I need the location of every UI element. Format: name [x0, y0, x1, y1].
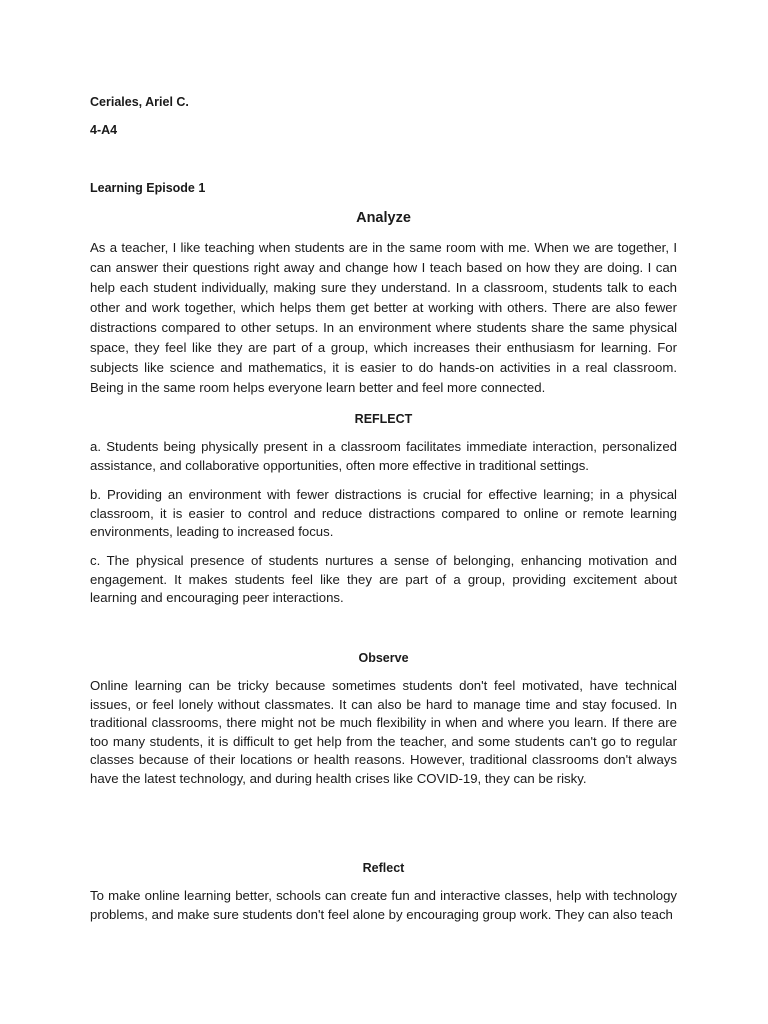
observe-paragraph: Online learning can be tricky because sometimes students don't feel motivated, have technical issues, or feel lonely without classmates. It can also be hard to manage time and stay focused. In traditional classrooms, there might not be much flexibility in when and where you learn. If there are too many students, it is difficult to get help from the teacher, and some students can't go to regular classes because of their locations or health reasons. However, traditional classrooms don't always have the latest technology, and during health crises like COVID-19, they can be risky. — [90, 678, 677, 786]
reflect-lower-heading: Reflect — [362, 861, 405, 875]
section-code: 4-A4 — [90, 123, 118, 137]
analyze-heading: Analyze — [356, 210, 411, 226]
analyze-paragraph: As a teacher, I like teaching when students are in the same room with me. When we are together, I can answer their questions right away and change how I teach based on how they are doing. I can help each student individually, making sure they understand. In a classroom, students talk to each other and work together, which helps them get better at working with others. There are also fewer distractions compared to other setups. In an environment where students share the same physical space, they feel like they are part of a group, which increases their enthusiasm for learning. For subjects like science and mathematics, it is easier to do hands-on activities in a real classroom. Being in the same room helps everyone learn better and feel more connected. — [90, 240, 677, 395]
reflect-item-b: b. Providing an environment with fewer distractions is crucial for effective learning; in a physical classroom, it is easier to control and reduce distractions compared to online or remote learning environments, leading to increased focus. — [90, 487, 677, 539]
episode-title: Learning Episode 1 — [90, 181, 206, 195]
reflect-item-c: c. The physical presence of students nurtures a sense of belonging, enhancing motivation and engagement. It makes students feel like they are part of a group, providing excitement about learning and encouraging peer interactions. — [90, 553, 677, 605]
observe-heading: Observe — [358, 651, 409, 665]
reflect-heading: REFLECT — [354, 412, 413, 426]
reflect-lower-paragraph: To make online learning better, schools can create fun and interactive classes, help with technology problems, and make sure students don't feel alone by encouraging group work. They can also teach — [90, 888, 677, 922]
reflect-item-a: a. Students being physically present in a classroom facilitates immediate interaction, personalized assistance, and collaborative opportunities, often more effective in traditional settings. — [90, 439, 677, 473]
author-name: Ceriales, Ariel C. — [90, 95, 189, 109]
